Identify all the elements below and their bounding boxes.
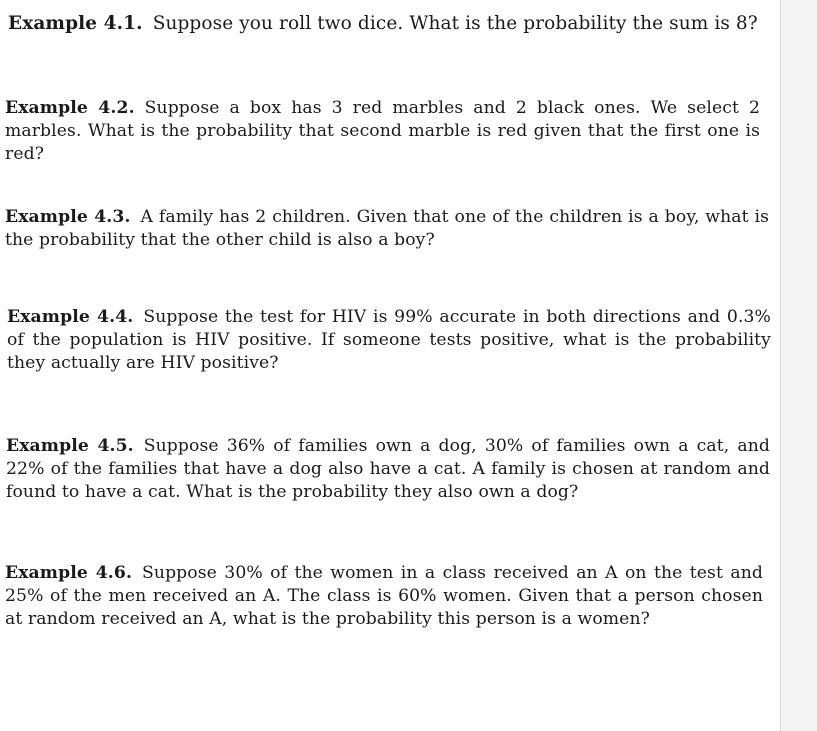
example-4-4: [7, 306, 771, 375]
example-text: Suppose the test for HIV is 99% accurate in both directions and 0.3% of the population is HIV positive. If someone tests positive, what is the probability they actually are HIV positive?: [7, 307, 771, 373]
example-label: Example 4.2.: [5, 98, 135, 118]
example-label: Example 4.1.: [8, 13, 143, 34]
example-4-2: [5, 97, 760, 166]
example-text: Suppose a box has 3 red marbles and 2 black ones. We select 2 marbles. What is the probability that second marble is red given that the first one is red?: [5, 98, 760, 164]
example-text: Suppose 36% of families own a dog, 30% of families own a cat, and 22% of the families that have a dog also have a cat. A family is chosen at random and found to have a cat. What is the probability they also own a dog?: [6, 436, 770, 502]
example-label: Example 4.3.: [5, 207, 131, 227]
example-4-3: [5, 206, 769, 252]
scroll-gutter[interactable]: [780, 0, 817, 731]
example-label: Example 4.4.: [7, 307, 134, 327]
example-label: Example 4.5.: [6, 436, 134, 456]
example-4-5: [6, 435, 770, 504]
example-text: Suppose 30% of the women in a class received an A on the test and 25% of the men received an A. The class is 60% women. Given that a person chosen at random received an A, what is the probability this person is a women?: [5, 563, 763, 629]
example-4-6: [5, 562, 763, 631]
example-text: A family has 2 children. Given that one of the children is a boy, what is the probability that the other child is also a boy?: [5, 207, 769, 250]
example-4-1: [8, 11, 768, 37]
example-text: Suppose you roll two dice. What is the probability the sum is 8?: [152, 13, 758, 34]
example-label: Example 4.6.: [5, 563, 133, 583]
